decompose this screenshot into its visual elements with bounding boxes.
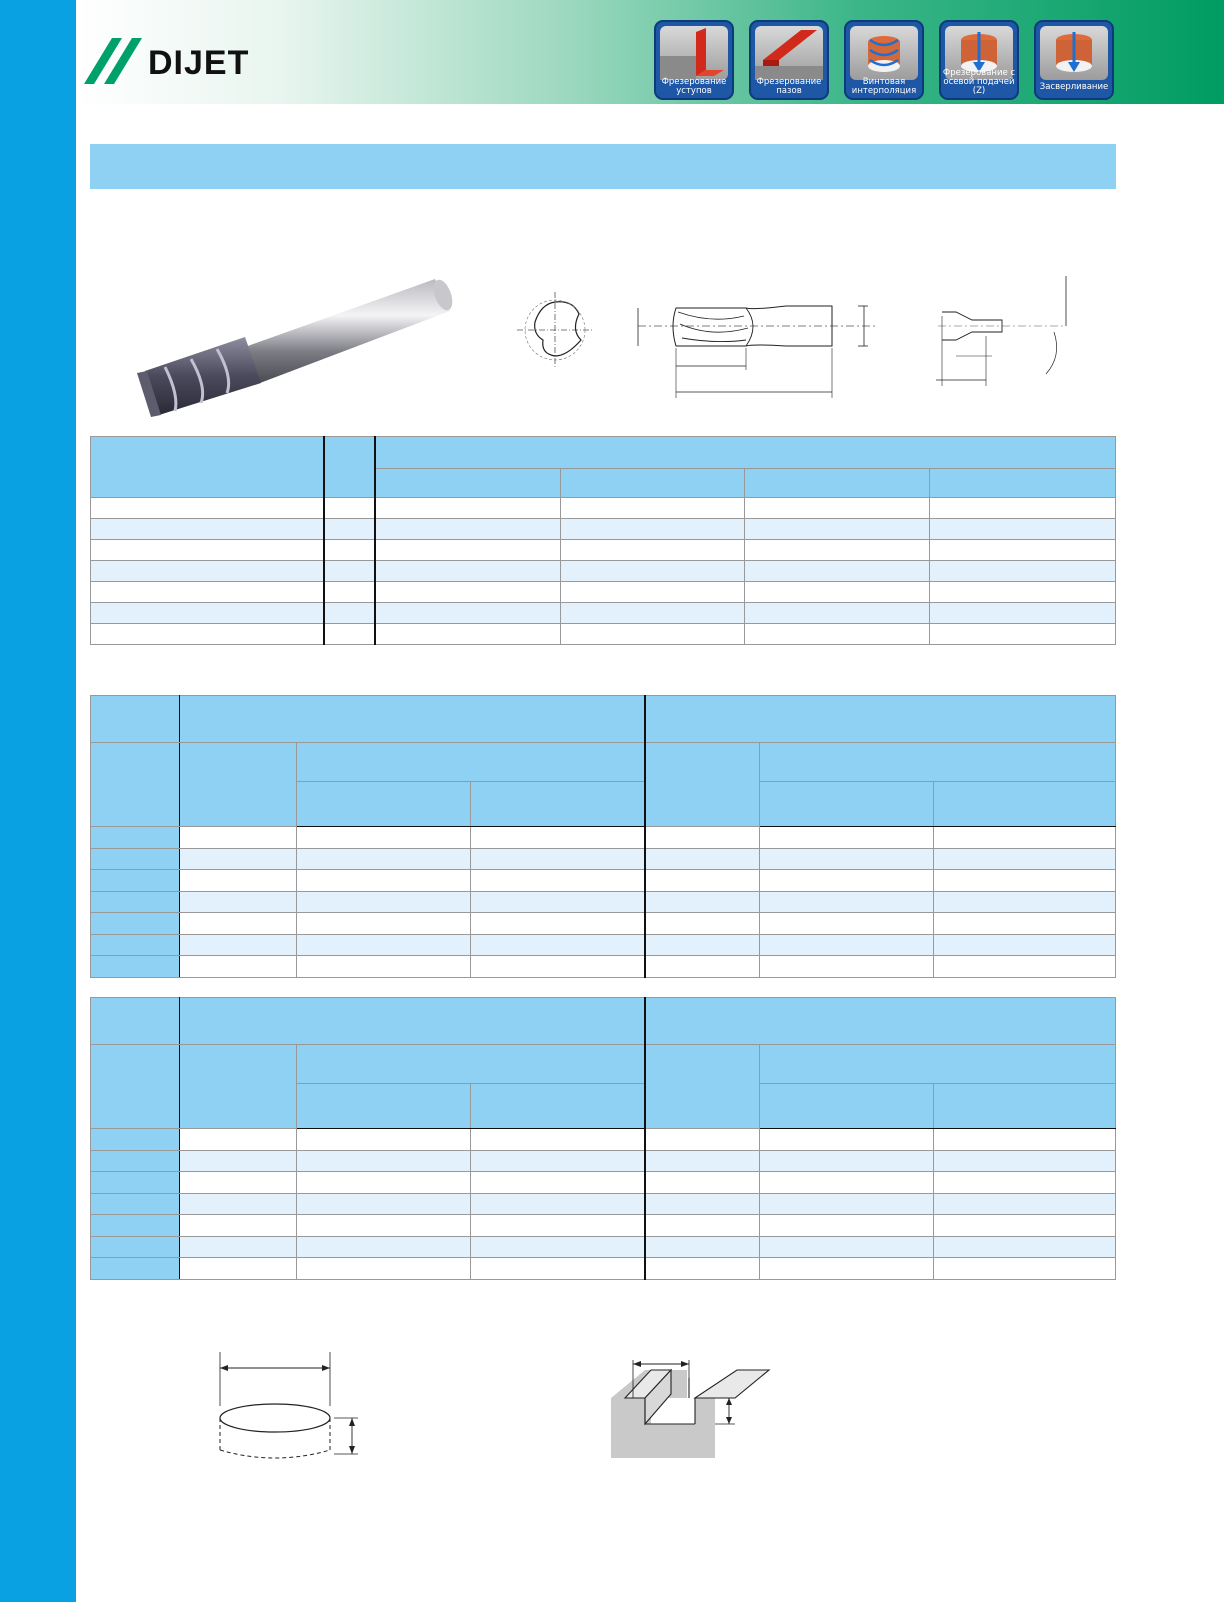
header-cell (470, 1084, 645, 1129)
table-row (91, 603, 1116, 624)
operation-drilling (1034, 20, 1114, 100)
header-cell (470, 782, 645, 827)
table-row (91, 1258, 1116, 1280)
operation-label-line1: Засверливание (1039, 82, 1109, 92)
table-row (91, 827, 1116, 849)
operation-label-line2: уступов (676, 86, 712, 96)
table-row (91, 1172, 1116, 1194)
section-title-band (90, 144, 1116, 189)
slot-milling-icon (755, 26, 823, 80)
table-row (91, 1193, 1116, 1215)
drilling-icon (1040, 26, 1108, 80)
table-row (91, 1215, 1116, 1237)
cutting-conditions-table-2 (90, 997, 1116, 1280)
header-cell (934, 782, 1116, 827)
header-cell (645, 696, 1116, 743)
operation-plunge-milling (939, 20, 1019, 100)
helical-interpolation-icon (850, 26, 918, 80)
end-mill-photo (135, 275, 465, 420)
end-mill-dimension-drawing (636, 300, 886, 410)
logo-slash-icon (84, 38, 148, 88)
operation-slot-milling (749, 20, 829, 100)
table-row (91, 582, 1116, 603)
table-row (91, 891, 1116, 913)
header-cell (375, 468, 560, 497)
operation-label-line1: Фрезерование с (942, 68, 1016, 78)
header-cell (645, 998, 1116, 1045)
header-cell (934, 1084, 1116, 1129)
header-cell (179, 998, 645, 1045)
header-cell (296, 782, 470, 827)
header-cell (645, 1045, 760, 1129)
table-row (91, 519, 1116, 540)
header-cell (760, 743, 1116, 782)
cutting-conditions-table-1 (90, 695, 1116, 978)
header-cell (760, 782, 934, 827)
table-row (91, 934, 1116, 956)
header-cell (296, 1045, 645, 1084)
cross-section-diagram (515, 290, 595, 370)
plunge-depth-diagram (210, 1350, 370, 1460)
header-cell (560, 468, 745, 497)
header-cell (760, 1045, 1116, 1084)
brand-name: DIJET (148, 44, 250, 82)
operation-helical-interpolation (844, 20, 924, 100)
specification-table (90, 436, 1116, 645)
operation-label-line2: интерполяция (851, 86, 917, 96)
header-cell (745, 468, 930, 497)
table-row (91, 498, 1116, 519)
header-cell (91, 696, 180, 743)
header-cell (930, 468, 1116, 497)
header-cell (91, 998, 180, 1045)
operation-label-line1: Винтовая (862, 77, 906, 87)
operation-label-line2: осевой подачей (Z) (943, 77, 1015, 96)
header-cell (179, 743, 296, 827)
table-row (91, 1129, 1116, 1151)
table-row (91, 848, 1116, 870)
table-row (91, 870, 1116, 892)
header-cell (91, 743, 180, 827)
shoulder-milling-icon (660, 26, 728, 80)
header-cell (760, 1084, 934, 1129)
side-color-bar (0, 0, 76, 1602)
table-row (91, 913, 1116, 935)
header-cell (91, 1045, 180, 1129)
corner-detail-drawing (936, 276, 1086, 396)
operation-label-line1: Фрезерование (661, 77, 727, 87)
operation-shoulder-milling (654, 20, 734, 100)
header-cell (296, 743, 645, 782)
header-cell (91, 437, 325, 498)
header-cell (296, 1084, 470, 1129)
table-row (91, 624, 1116, 645)
operation-label-line2: пазов (776, 86, 802, 96)
table-row (91, 540, 1116, 561)
header-cell (179, 1045, 296, 1129)
operation-label-line1: Фрезерование (756, 77, 822, 87)
header-cell (324, 437, 375, 498)
table-row (91, 1150, 1116, 1172)
table-row (91, 1236, 1116, 1258)
dijet-logo (84, 38, 284, 88)
table-row (91, 561, 1116, 582)
header-cell (375, 437, 1115, 469)
table-row (91, 956, 1116, 978)
header-cell (645, 743, 760, 827)
slot-depth-diagram (605, 1350, 775, 1460)
header-cell (179, 696, 645, 743)
